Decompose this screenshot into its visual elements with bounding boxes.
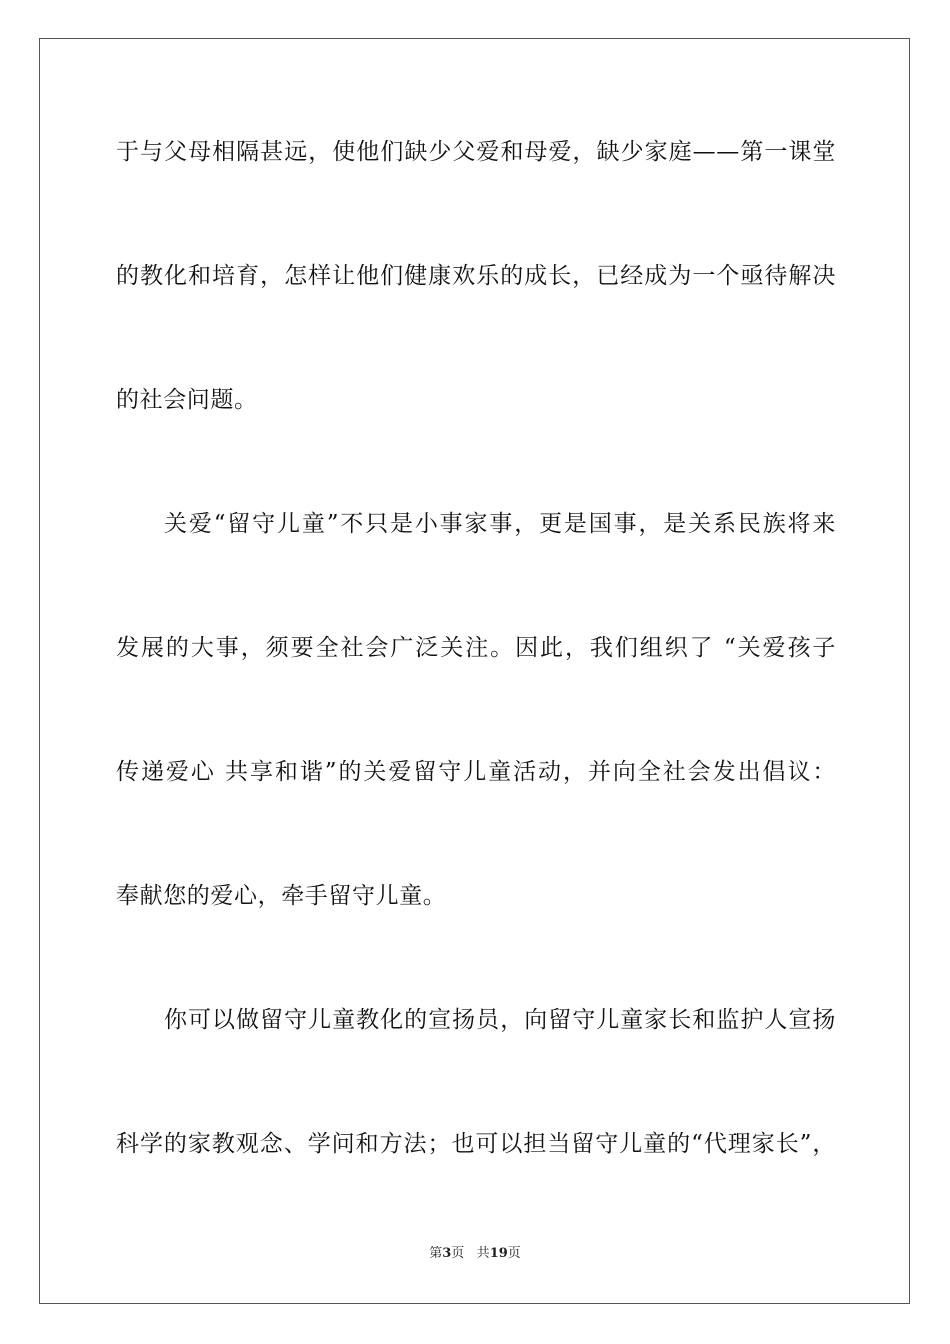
- page-footer: [0, 1245, 950, 1263]
- body-line-2: 的教化和培育，怎样让他们健康欢乐的成长，已经成为一个亟待解决: [116, 263, 836, 289]
- page-frame: [39, 38, 910, 1304]
- page-prefix: 第: [429, 1246, 443, 1261]
- body-line-5: 发展的大事，须要全社会广泛关注。因此，我们组织了 “关爱孩子: [116, 635, 836, 661]
- body-line-3: 的社会问题。: [116, 387, 258, 413]
- body-line-7: 奉献您的爱心，牵手留守儿童。: [116, 883, 447, 909]
- body-line-4: 关爱“留守儿童”不只是小事家事，更是国事，是关系民族将来: [164, 511, 836, 537]
- total-prefix: 共: [476, 1246, 490, 1261]
- total-suffix: 页: [507, 1246, 521, 1261]
- body-line-1: 于与父母相隔甚远，使他们缺少父爱和母爱，缺少家庭——第一课堂: [116, 139, 836, 165]
- body-line-9: 科学的家教观念、学问和方法；也可以担当留守儿童的“代理家长”，: [116, 1131, 836, 1157]
- page-number: 3: [442, 1246, 452, 1261]
- body-line-8: 你可以做留守儿童教化的宣扬员，向留守儿童家长和监护人宣扬: [164, 1007, 836, 1033]
- total-pages: 19: [489, 1246, 508, 1261]
- page-suffix: 页: [451, 1246, 465, 1261]
- body-line-6: 传递爱心 共享和谐”的关爱留守儿童活动，并向全社会发出倡议：: [116, 759, 836, 785]
